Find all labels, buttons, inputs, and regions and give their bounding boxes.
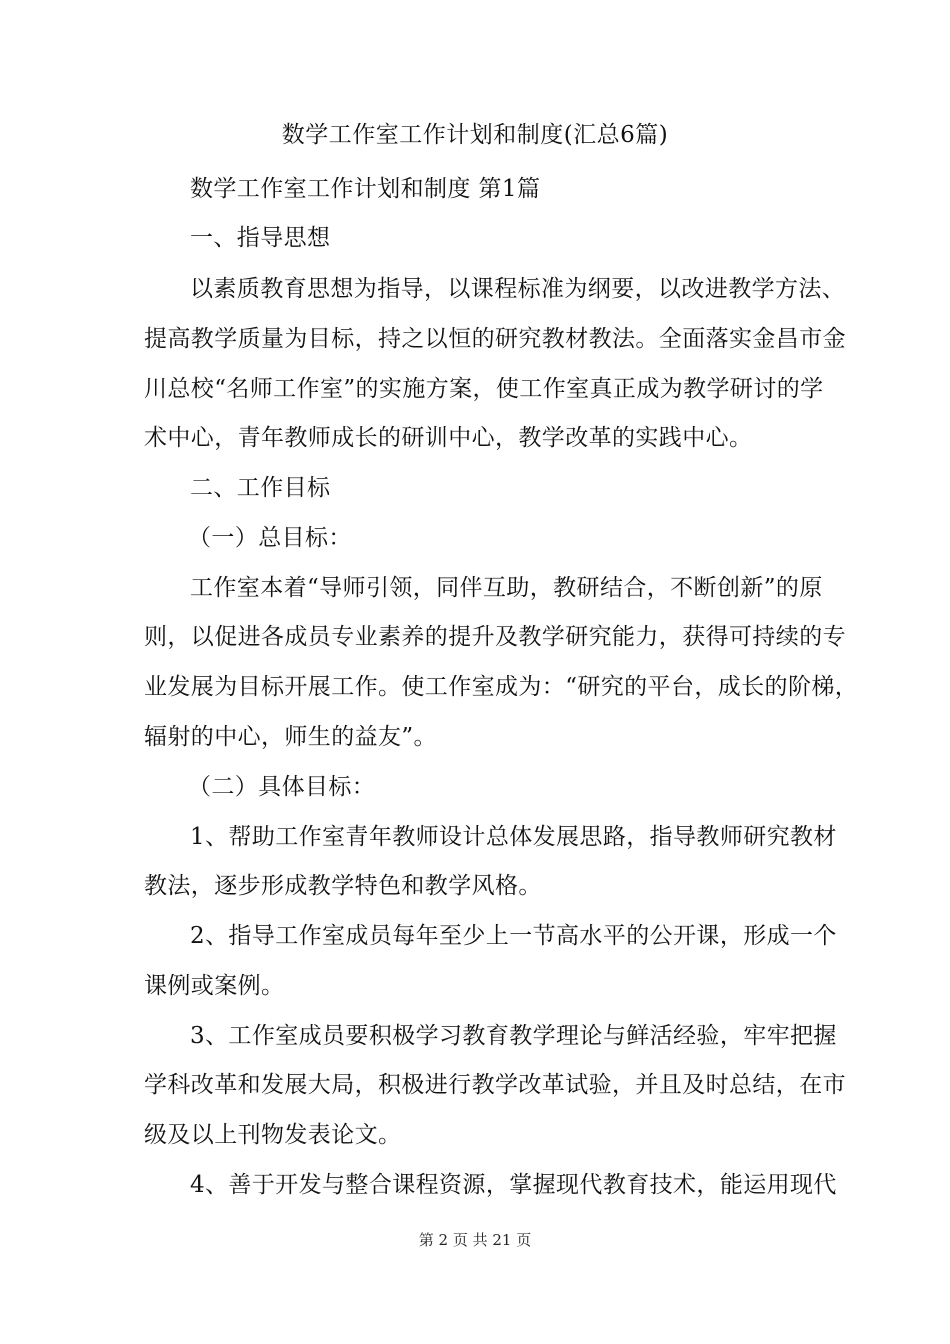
page-footer: 第 2 页 共 21 页 bbox=[418, 1231, 532, 1249]
paragraph-line: 辐射的中心，师生的益友”。 bbox=[144, 724, 437, 750]
document-title: 数学工作室工作计划和制度(汇总6篇) bbox=[281, 122, 669, 148]
paragraph-line: 3、工作室成员要积极学习教育教学理论与鲜活经验，牢牢把握 bbox=[190, 1023, 837, 1049]
paragraph-line: 术中心，青年教师成长的研训中心，教学改革的实践中心。 bbox=[144, 425, 753, 451]
paragraph-line: 2、指导工作室成员每年至少上一节高水平的公开课，形成一个 bbox=[190, 923, 837, 949]
paragraph-line: 级及以上刊物发表论文。 bbox=[144, 1122, 402, 1148]
paragraph-line: 1、帮助工作室青年教师设计总体发展思路，指导教师研究教材 bbox=[190, 824, 837, 850]
paragraph-line: 提高教学质量为目标，持之以恒的研究教材教法。全面落实金昌市金 bbox=[144, 326, 846, 352]
paragraph-line: 工作室本着“导师引领，同伴互助，教研结合，不断创新”的原 bbox=[190, 575, 823, 601]
subheading: 一、指导思想 bbox=[190, 225, 331, 251]
subheading: （一）总目标： bbox=[188, 525, 352, 551]
subheading: （二）具体目标： bbox=[188, 774, 376, 800]
paragraph-line: 4、善于开发与整合课程资源，掌握现代教育技术，能运用现代 bbox=[190, 1172, 837, 1198]
paragraph-line: 教法，逐步形成教学特色和教学风格。 bbox=[144, 873, 542, 899]
section-heading: 数学工作室工作计划和制度 第1篇 bbox=[190, 176, 541, 202]
subheading: 二、工作目标 bbox=[190, 475, 331, 501]
paragraph-line: 川总校“名师工作室”的实施方案，使工作室真正成为教学研讨的学 bbox=[144, 376, 824, 402]
paragraph-line: 以素质教育思想为指导，以课程标准为纲要，以改进教学方法、 bbox=[190, 276, 846, 302]
paragraph-line: 业发展为目标开展工作。使工作室成为：“研究的平台，成长的阶梯， bbox=[144, 674, 859, 700]
paragraph-line: 则，以促进各成员专业素养的提升及教学研究能力，获得可持续的专 bbox=[144, 624, 846, 650]
paragraph-line: 学科改革和发展大局，积极进行教学改革试验，并且及时总结，在市 bbox=[144, 1072, 846, 1098]
paragraph-line: 课例或案例。 bbox=[144, 973, 285, 999]
